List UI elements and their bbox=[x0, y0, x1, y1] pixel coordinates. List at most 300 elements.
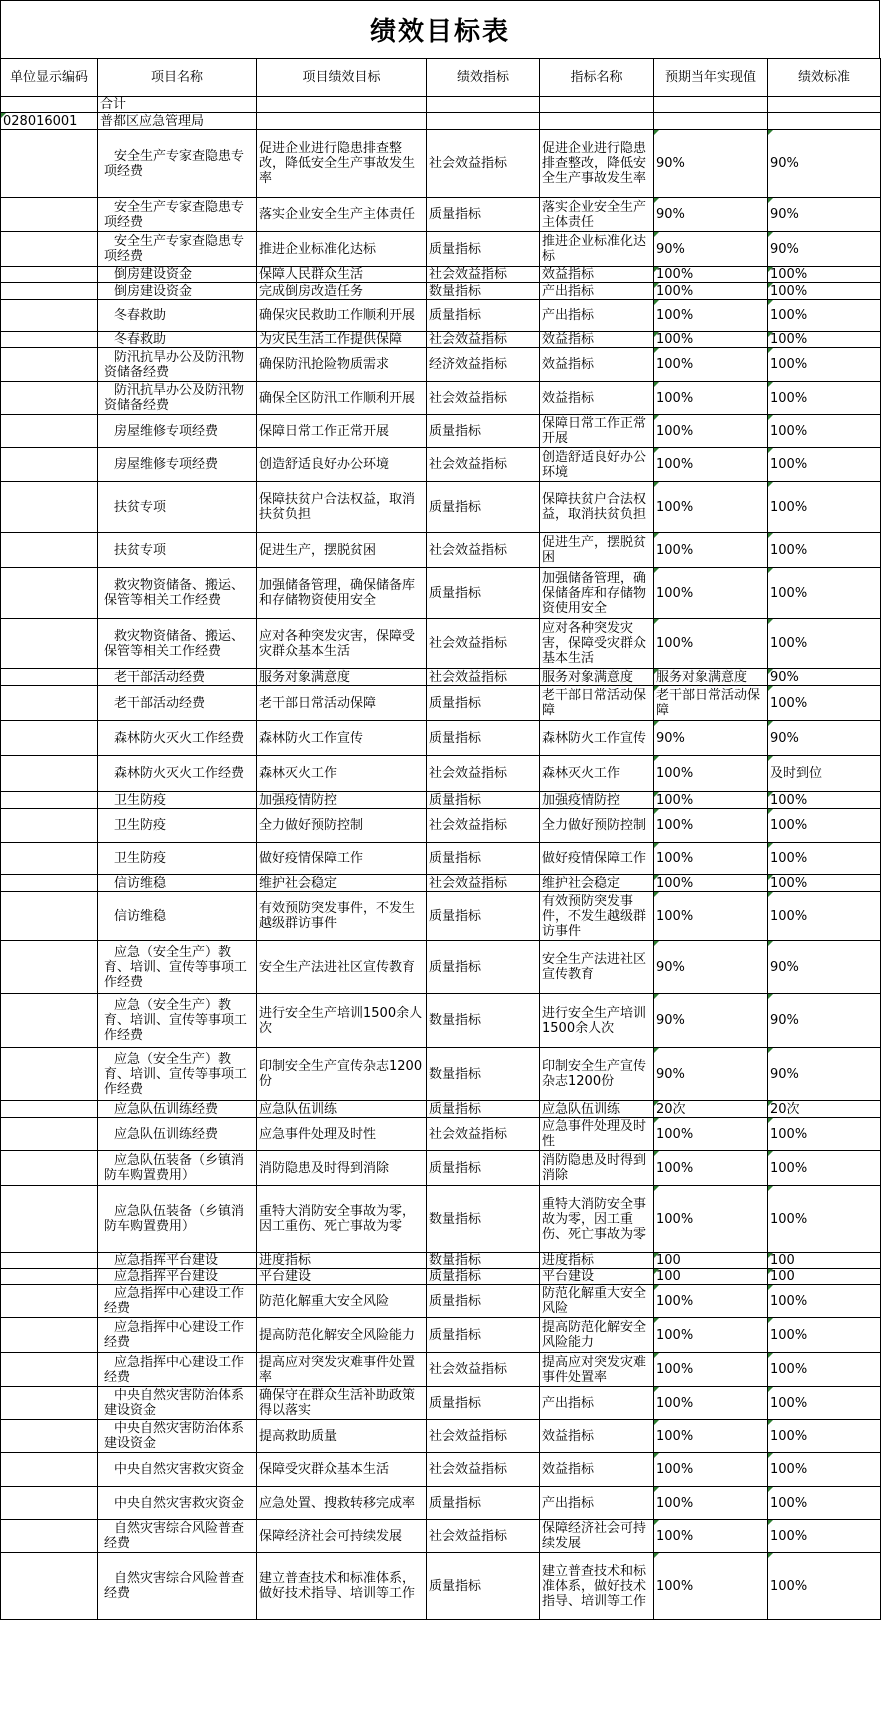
table-cell: 社会效益指标 bbox=[427, 756, 540, 792]
table-row bbox=[1, 283, 881, 300]
table-cell: 质量指标 bbox=[427, 1553, 540, 1620]
table-cell: 100% bbox=[654, 348, 768, 382]
table-cell: 提高防范化解安全风险能力 bbox=[540, 1318, 654, 1353]
table-cell bbox=[654, 113, 768, 130]
table-cell: 质量指标 bbox=[427, 686, 540, 721]
table-cell bbox=[1, 568, 98, 619]
table-cell: 倒房建设资金 bbox=[98, 267, 257, 283]
table-cell: 保障人民群众生活 bbox=[257, 267, 427, 283]
table-cell bbox=[540, 97, 654, 113]
table-cell: 90% bbox=[768, 994, 881, 1048]
table-row bbox=[1, 232, 881, 267]
table-cell: 90% bbox=[654, 941, 768, 994]
table-cell: 确保全区防汛工作顺利开展 bbox=[257, 382, 427, 415]
table-cell: 提高应对突发灾难事件处置率 bbox=[540, 1353, 654, 1387]
table-cell: 应急（安全生产）教育、培训、宣传等事项工作经费 bbox=[98, 994, 257, 1048]
table-cell: 100% bbox=[654, 875, 768, 892]
table-cell: 质量指标 bbox=[427, 568, 540, 619]
table-cell: 100% bbox=[654, 568, 768, 619]
table-cell: 全力做好预防控制 bbox=[540, 809, 654, 843]
table-cell: 100% bbox=[654, 533, 768, 568]
table-cell bbox=[540, 113, 654, 130]
table-row bbox=[1, 686, 881, 721]
table-cell: 进行安全生产培训1500余人次 bbox=[540, 994, 654, 1048]
table-cell: 社会效益指标 bbox=[427, 619, 540, 669]
table-row bbox=[1, 843, 881, 875]
table-cell: 100% bbox=[654, 283, 768, 300]
table-cell: 促进企业进行隐患排查整改，降低安全生产事故发生率 bbox=[540, 130, 654, 198]
table-cell bbox=[654, 97, 768, 113]
table-cell: 100% bbox=[768, 482, 881, 533]
table-row bbox=[1, 892, 881, 941]
table-cell: 社会效益指标 bbox=[427, 1353, 540, 1387]
table-cell: 质量指标 bbox=[427, 1101, 540, 1118]
table-cell: 应急事件处理及时性 bbox=[257, 1118, 427, 1151]
table-cell bbox=[1, 300, 98, 332]
table-cell: 保障扶贫户合法权益，取消扶贫负担 bbox=[540, 482, 654, 533]
table-cell: 做好疫情保障工作 bbox=[257, 843, 427, 875]
table-cell: 卫生防疫 bbox=[98, 843, 257, 875]
table-cell: 应对各种突发灾害，保障受灾群众基本生活 bbox=[257, 619, 427, 669]
table-cell: 产出指标 bbox=[540, 1487, 654, 1520]
table-cell bbox=[1, 482, 98, 533]
table-cell bbox=[427, 113, 540, 130]
table-cell bbox=[1, 448, 98, 482]
table-cell: 100% bbox=[768, 892, 881, 941]
table-cell bbox=[1, 1420, 98, 1453]
header-row bbox=[1, 59, 881, 97]
table-cell: 房屋维修专项经费 bbox=[98, 448, 257, 482]
header-cell: 绩效指标 bbox=[427, 59, 540, 97]
table-cell: 建立普查技术和标准体系，做好技术指导、培训等工作 bbox=[540, 1553, 654, 1620]
table-cell: 进度指标 bbox=[257, 1253, 427, 1269]
table-row bbox=[1, 97, 881, 113]
table-row bbox=[1, 1553, 881, 1620]
table-cell: 应急指挥中心建设工作经费 bbox=[98, 1285, 257, 1318]
table-cell: 90% bbox=[768, 1048, 881, 1101]
table-cell: 应急指挥平台建设 bbox=[98, 1253, 257, 1269]
table-cell bbox=[1, 1487, 98, 1520]
table-cell: 救灾物资储备、搬运、保管等相关工作经费 bbox=[98, 619, 257, 669]
table-row bbox=[1, 1318, 881, 1353]
table-cell: 确保防汛抢险物质需求 bbox=[257, 348, 427, 382]
table-cell: 做好疫情保障工作 bbox=[540, 843, 654, 875]
table-cell: 应急事件处理及时性 bbox=[540, 1118, 654, 1151]
table-row bbox=[1, 267, 881, 283]
table-cell: 质量指标 bbox=[427, 721, 540, 756]
table-cell: 老干部活动经费 bbox=[98, 686, 257, 721]
table-cell bbox=[1, 232, 98, 267]
table-cell: 100 bbox=[768, 1269, 881, 1285]
table-cell: 及时到位 bbox=[768, 756, 881, 792]
table-cell: 质量指标 bbox=[427, 843, 540, 875]
table-cell: 安全生产专家查隐患专项经费 bbox=[98, 130, 257, 198]
table-cell bbox=[1, 1353, 98, 1387]
table-cell: 100% bbox=[654, 332, 768, 348]
table-cell: 100% bbox=[768, 1353, 881, 1387]
table-cell: 90% bbox=[768, 198, 881, 232]
table-cell: 产出指标 bbox=[540, 283, 654, 300]
table-cell: 数量指标 bbox=[427, 1253, 540, 1269]
table-cell: 保障日常工作正常开展 bbox=[540, 415, 654, 448]
table-cell bbox=[1, 809, 98, 843]
table-cell: 中央自然灾害防治体系建设资金 bbox=[98, 1420, 257, 1453]
table-cell: 100% bbox=[654, 1151, 768, 1186]
table-cell: 社会效益指标 bbox=[427, 669, 540, 686]
table-cell: 应急队伍训练 bbox=[257, 1101, 427, 1118]
table-cell: 合计 bbox=[98, 97, 257, 113]
table-cell: 100% bbox=[654, 267, 768, 283]
table-cell bbox=[1, 97, 98, 113]
table-cell: 90% bbox=[768, 232, 881, 267]
table-cell: 应对各种突发灾害，保障受灾群众基本生活 bbox=[540, 619, 654, 669]
table-cell: 服务对象满意度 bbox=[654, 669, 768, 686]
table-cell: 服务对象满意度 bbox=[257, 669, 427, 686]
table-cell: 重特大消防安全事故为零，因工重伤、死亡事故为零 bbox=[540, 1186, 654, 1253]
table-cell bbox=[257, 113, 427, 130]
table-cell: 保障日常工作正常开展 bbox=[257, 415, 427, 448]
table-cell: 质量指标 bbox=[427, 300, 540, 332]
table-cell: 质量指标 bbox=[427, 415, 540, 448]
table-cell: 救灾物资储备、搬运、保管等相关工作经费 bbox=[98, 568, 257, 619]
table-cell bbox=[1, 1318, 98, 1353]
table-cell bbox=[1, 1453, 98, 1487]
performance-table bbox=[0, 58, 881, 1620]
table-cell: 建立普查技术和标准体系，做好技术指导、培训等工作 bbox=[257, 1553, 427, 1620]
table-cell: 90% bbox=[768, 130, 881, 198]
table-cell: 加强疫情防控 bbox=[257, 792, 427, 809]
table-cell: 中央自然灾害救灾资金 bbox=[98, 1453, 257, 1487]
table-cell: 质量指标 bbox=[427, 232, 540, 267]
table-row bbox=[1, 300, 881, 332]
table-cell: 100% bbox=[768, 686, 881, 721]
table-cell: 100% bbox=[768, 348, 881, 382]
table-cell bbox=[1, 198, 98, 232]
table-cell: 防范化解重大安全风险 bbox=[540, 1285, 654, 1318]
table-cell: 90% bbox=[768, 941, 881, 994]
table-cell: 应急（安全生产）教育、培训、宣传等事项工作经费 bbox=[98, 941, 257, 994]
table-row bbox=[1, 1487, 881, 1520]
table-cell: 创造舒适良好办公环境 bbox=[540, 448, 654, 482]
table-cell bbox=[1, 267, 98, 283]
table-cell: 老干部日常活动保障 bbox=[654, 686, 768, 721]
table-cell: 质量指标 bbox=[427, 792, 540, 809]
table-cell: 卫生防疫 bbox=[98, 809, 257, 843]
table-cell: 028016001 bbox=[1, 113, 98, 130]
table-cell: 应急指挥中心建设工作经费 bbox=[98, 1353, 257, 1387]
table-cell: 100% bbox=[654, 809, 768, 843]
table-cell bbox=[1, 348, 98, 382]
table-row bbox=[1, 415, 881, 448]
table-cell: 有效预防突发事件，不发生越级群访事件 bbox=[257, 892, 427, 941]
table-cell: 普都区应急管理局 bbox=[98, 113, 257, 130]
table-cell: 自然灾害综合风险普查经费 bbox=[98, 1520, 257, 1553]
table-cell: 100% bbox=[654, 1318, 768, 1353]
table-cell: 冬春救助 bbox=[98, 300, 257, 332]
table-cell: 100% bbox=[768, 792, 881, 809]
table-cell: 促进生产，摆脱贫困 bbox=[257, 533, 427, 568]
header-cell: 指标名称 bbox=[540, 59, 654, 97]
table-cell: 平台建设 bbox=[540, 1269, 654, 1285]
table-cell: 确保守在群众生活补助政策得以落实 bbox=[257, 1387, 427, 1420]
table-cell: 100% bbox=[768, 448, 881, 482]
table-cell: 保障受灾群众基本生活 bbox=[257, 1453, 427, 1487]
table-cell: 重特大消防安全事故为零，因工重伤、死亡事故为零 bbox=[257, 1186, 427, 1253]
table-cell: 90% bbox=[654, 994, 768, 1048]
table-cell: 老干部日常活动保障 bbox=[540, 686, 654, 721]
table-row bbox=[1, 669, 881, 686]
table-cell: 100 bbox=[768, 1253, 881, 1269]
table-cell: 防汛抗旱办公及防汛物资储备经费 bbox=[98, 348, 257, 382]
table-row bbox=[1, 113, 881, 130]
table-row bbox=[1, 1186, 881, 1253]
table-cell: 老干部活动经费 bbox=[98, 669, 257, 686]
table-cell bbox=[1, 756, 98, 792]
table-cell bbox=[1, 382, 98, 415]
table-cell: 落实企业安全生产主体责任 bbox=[257, 198, 427, 232]
table-cell: 信访维稳 bbox=[98, 875, 257, 892]
table-cell bbox=[1, 941, 98, 994]
table-cell: 服务对象满意度 bbox=[540, 669, 654, 686]
table-cell: 100% bbox=[768, 843, 881, 875]
sheet-title: 绩效目标表 bbox=[0, 0, 880, 58]
table-row bbox=[1, 332, 881, 348]
table-cell: 应急处置、搜救转移完成率 bbox=[257, 1487, 427, 1520]
table-cell: 消防隐患及时得到消除 bbox=[257, 1151, 427, 1186]
table-cell: 安全生产专家查隐患专项经费 bbox=[98, 232, 257, 267]
table-cell: 质量指标 bbox=[427, 482, 540, 533]
table-cell: 提高救助质量 bbox=[257, 1420, 427, 1453]
table-cell: 100% bbox=[768, 1453, 881, 1487]
table-cell: 社会效益指标 bbox=[427, 448, 540, 482]
table-cell: 加强疫情防控 bbox=[540, 792, 654, 809]
table-cell: 确保灾民救助工作顺利开展 bbox=[257, 300, 427, 332]
table-cell: 100% bbox=[768, 1520, 881, 1553]
table-cell: 扶贫专项 bbox=[98, 533, 257, 568]
table-cell: 100% bbox=[654, 1487, 768, 1520]
table-cell bbox=[1, 1186, 98, 1253]
table-cell: 100% bbox=[768, 1118, 881, 1151]
table-cell: 社会效益指标 bbox=[427, 267, 540, 283]
table-cell: 90% bbox=[654, 1048, 768, 1101]
table-cell bbox=[768, 97, 881, 113]
table-cell: 100% bbox=[654, 892, 768, 941]
table-cell: 安全生产法进社区宣传教育 bbox=[540, 941, 654, 994]
table-cell: 森林防火工作宣传 bbox=[540, 721, 654, 756]
table-cell: 100% bbox=[654, 1453, 768, 1487]
table-cell bbox=[1, 1048, 98, 1101]
table-cell: 全力做好预防控制 bbox=[257, 809, 427, 843]
table-cell: 应急队伍装备（乡镇消防车购置费用） bbox=[98, 1186, 257, 1253]
table-cell: 100% bbox=[768, 382, 881, 415]
table-row bbox=[1, 198, 881, 232]
table-cell bbox=[1, 1285, 98, 1318]
table-cell: 90% bbox=[654, 232, 768, 267]
table-cell: 20次 bbox=[654, 1101, 768, 1118]
table-cell bbox=[1, 1151, 98, 1186]
table-cell: 社会效益指标 bbox=[427, 1118, 540, 1151]
table-cell: 质量指标 bbox=[427, 1285, 540, 1318]
table-row bbox=[1, 1387, 881, 1420]
table-cell: 100% bbox=[768, 568, 881, 619]
table-cell: 100% bbox=[768, 1318, 881, 1353]
table-cell bbox=[1, 875, 98, 892]
table-cell: 完成倒房改造任务 bbox=[257, 283, 427, 300]
table-cell: 100% bbox=[768, 875, 881, 892]
table-cell: 100% bbox=[768, 1285, 881, 1318]
table-cell: 社会效益指标 bbox=[427, 533, 540, 568]
table-cell bbox=[1, 994, 98, 1048]
table-cell bbox=[427, 97, 540, 113]
table-cell: 100% bbox=[768, 283, 881, 300]
table-row bbox=[1, 1253, 881, 1269]
table-cell: 社会效益指标 bbox=[427, 382, 540, 415]
table-row bbox=[1, 448, 881, 482]
table-cell bbox=[257, 97, 427, 113]
table-cell bbox=[1, 130, 98, 198]
table-cell bbox=[1, 1118, 98, 1151]
table-cell: 进度指标 bbox=[540, 1253, 654, 1269]
table-cell: 落实企业安全生产主体责任 bbox=[540, 198, 654, 232]
table-cell bbox=[1, 1101, 98, 1118]
table-cell: 数量指标 bbox=[427, 283, 540, 300]
table-cell: 加强储备管理，确保储备库和存储物资使用安全 bbox=[257, 568, 427, 619]
header-cell: 绩效标准 bbox=[768, 59, 881, 97]
table-row bbox=[1, 1285, 881, 1318]
table-cell: 产出指标 bbox=[540, 300, 654, 332]
table-cell: 质量指标 bbox=[427, 1269, 540, 1285]
table-cell: 防汛抗旱办公及防汛物资储备经费 bbox=[98, 382, 257, 415]
table-cell: 维护社会稳定 bbox=[540, 875, 654, 892]
table-cell: 100% bbox=[768, 1387, 881, 1420]
table-cell: 信访维稳 bbox=[98, 892, 257, 941]
table-cell: 社会效益指标 bbox=[427, 332, 540, 348]
table-cell: 保障经济社会可持续发展 bbox=[540, 1520, 654, 1553]
table-row bbox=[1, 1269, 881, 1285]
table-cell: 社会效益指标 bbox=[427, 130, 540, 198]
table-cell: 100% bbox=[654, 1118, 768, 1151]
table-cell: 安全生产专家查隐患专项经费 bbox=[98, 198, 257, 232]
table-cell: 效益指标 bbox=[540, 332, 654, 348]
table-cell: 社会效益指标 bbox=[427, 1420, 540, 1453]
table-cell bbox=[1, 332, 98, 348]
table-row bbox=[1, 1151, 881, 1186]
table-body bbox=[1, 97, 881, 1620]
table-cell bbox=[1, 1387, 98, 1420]
table-cell: 维护社会稳定 bbox=[257, 875, 427, 892]
table-cell: 100% bbox=[654, 448, 768, 482]
table-row bbox=[1, 1453, 881, 1487]
table-cell: 100% bbox=[768, 1186, 881, 1253]
table-cell: 应急指挥中心建设工作经费 bbox=[98, 1318, 257, 1353]
table-row bbox=[1, 568, 881, 619]
table-cell: 100% bbox=[654, 756, 768, 792]
table-cell: 印制安全生产宣传杂志1200份 bbox=[540, 1048, 654, 1101]
table-cell: 100% bbox=[654, 300, 768, 332]
table-row bbox=[1, 130, 881, 198]
table-cell: 促进企业进行隐患排查整改，降低安全生产事故发生率 bbox=[257, 130, 427, 198]
table-cell: 保障经济社会可持续发展 bbox=[257, 1520, 427, 1553]
table-cell: 提高应对突发灾难事件处置率 bbox=[257, 1353, 427, 1387]
table-cell: 提高防范化解安全风险能力 bbox=[257, 1318, 427, 1353]
table-cell: 社会效益指标 bbox=[427, 1453, 540, 1487]
table-cell: 森林防火灭火工作经费 bbox=[98, 721, 257, 756]
table-cell: 防范化解重大安全风险 bbox=[257, 1285, 427, 1318]
table-cell: 推进企业标准化达标 bbox=[257, 232, 427, 267]
table-cell: 90% bbox=[654, 721, 768, 756]
table-row bbox=[1, 1118, 881, 1151]
table-cell bbox=[1, 1553, 98, 1620]
table-cell: 100% bbox=[768, 267, 881, 283]
table-cell: 安全生产法进社区宣传教育 bbox=[257, 941, 427, 994]
table-cell: 效益指标 bbox=[540, 267, 654, 283]
table-cell: 20次 bbox=[768, 1101, 881, 1118]
table-cell: 效益指标 bbox=[540, 382, 654, 415]
table-cell bbox=[1, 669, 98, 686]
header-cell: 单位显示编码 bbox=[1, 59, 98, 97]
table-cell: 100% bbox=[654, 1353, 768, 1387]
table-cell: 社会效益指标 bbox=[427, 1520, 540, 1553]
table-row bbox=[1, 533, 881, 568]
table-cell bbox=[1, 533, 98, 568]
table-cell: 90% bbox=[768, 721, 881, 756]
table-cell: 森林防火工作宣传 bbox=[257, 721, 427, 756]
table-cell: 应急队伍训练经费 bbox=[98, 1118, 257, 1151]
table-cell: 100% bbox=[654, 382, 768, 415]
table-cell: 100% bbox=[768, 533, 881, 568]
table-cell: 100% bbox=[768, 300, 881, 332]
table-cell bbox=[1, 892, 98, 941]
table-cell bbox=[1, 1269, 98, 1285]
table-cell: 数量指标 bbox=[427, 994, 540, 1048]
table-cell: 100 bbox=[654, 1253, 768, 1269]
table-cell: 100% bbox=[654, 1387, 768, 1420]
table-cell bbox=[1, 619, 98, 669]
table-cell: 应急（安全生产）教育、培训、宣传等事项工作经费 bbox=[98, 1048, 257, 1101]
table-cell: 森林灭火工作 bbox=[257, 756, 427, 792]
table-cell: 效益指标 bbox=[540, 1420, 654, 1453]
table-cell: 中央自然灾害救灾资金 bbox=[98, 1487, 257, 1520]
table-row bbox=[1, 1520, 881, 1553]
table-row bbox=[1, 792, 881, 809]
table-cell: 100% bbox=[768, 1487, 881, 1520]
table-row bbox=[1, 756, 881, 792]
table-cell: 进行安全生产培训1500余人次 bbox=[257, 994, 427, 1048]
table-cell: 100% bbox=[768, 1151, 881, 1186]
table-cell: 90% bbox=[654, 198, 768, 232]
table-row bbox=[1, 1420, 881, 1453]
table-cell bbox=[1, 283, 98, 300]
table-row bbox=[1, 941, 881, 994]
header-cell: 项目名称 bbox=[98, 59, 257, 97]
table-cell: 自然灾害综合风险普查经费 bbox=[98, 1553, 257, 1620]
table-cell: 100% bbox=[768, 1420, 881, 1453]
table-cell: 100% bbox=[768, 415, 881, 448]
table-cell: 数量指标 bbox=[427, 1186, 540, 1253]
table-cell: 有效预防突发事件，不发生越级群访事件 bbox=[540, 892, 654, 941]
table-cell: 100% bbox=[654, 619, 768, 669]
table-cell: 100% bbox=[768, 1553, 881, 1620]
table-cell: 质量指标 bbox=[427, 892, 540, 941]
table-cell: 中央自然灾害防治体系建设资金 bbox=[98, 1387, 257, 1420]
table-cell: 100% bbox=[768, 332, 881, 348]
table-cell: 100% bbox=[768, 809, 881, 843]
table-cell bbox=[768, 113, 881, 130]
table-row bbox=[1, 994, 881, 1048]
table-cell bbox=[1, 1253, 98, 1269]
table-cell: 质量指标 bbox=[427, 941, 540, 994]
table-cell: 房屋维修专项经费 bbox=[98, 415, 257, 448]
